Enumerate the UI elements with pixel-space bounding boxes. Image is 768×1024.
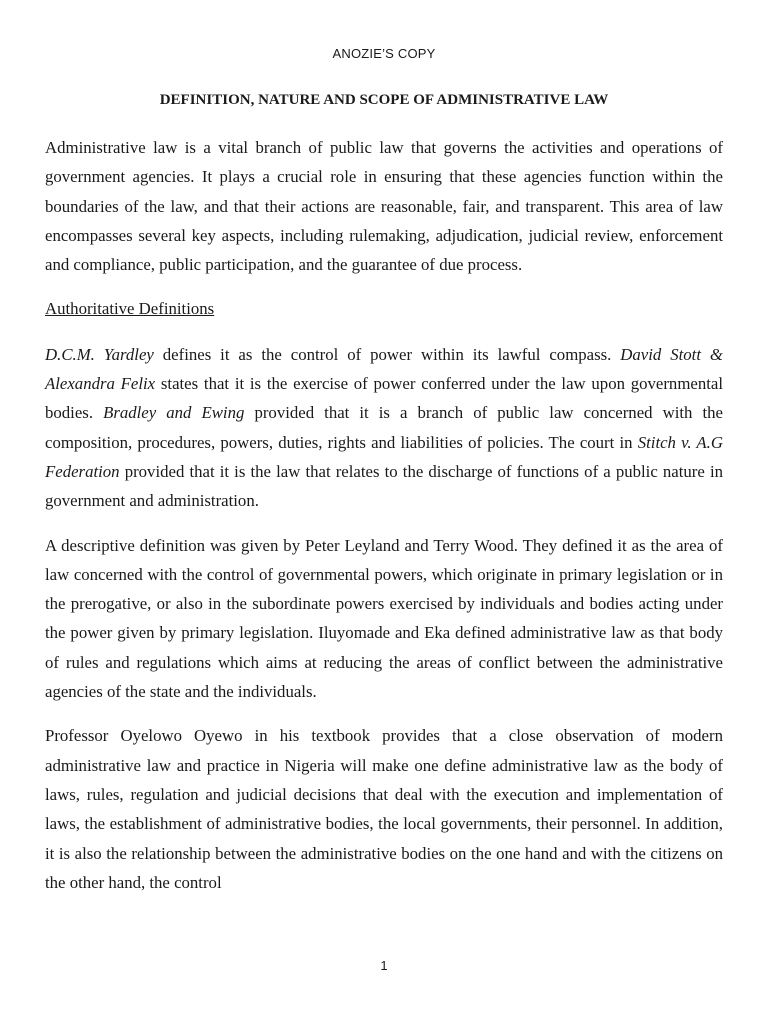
section-heading: Authoritative Definitions: [45, 299, 215, 319]
document-body: [45, 133, 723, 912]
page-number: 1: [380, 958, 388, 973]
definition-text: provided that it is the law that relates to the discharge of functions of a public nature in government and administration.: [45, 461, 723, 511]
oyewo-definition-paragraph: Professor Oyelowo Oyewo in his textbook provides that a close observation of modern administrative law and practice in Nigeria will make one define administrative law as the body of laws, rules, regulation and judicial decisions that deal with the execution and implementation of laws, the establishment of administrative bodies, the local governments, their personnel. In addition, it is also the relationship between the administrative bodies on the one hand and with the citizens on the other hand, the control: [45, 726, 723, 892]
intro-paragraph: Administrative law is a vital branch of public law that governs the activities and operations of government agencies. It plays a crucial role in ensuring that these agencies function within the boundaries of the law, and that their actions are reasonable, fair, and transparent. This area of law encompasses several key aspects, including rulemaking, adjudication, judicial review, enforcement and compliance, public participation, and the guarantee of due process.: [45, 138, 723, 275]
author-citation: D.C.M. Yardley: [45, 344, 154, 364]
document-title: DEFINITION, NATURE AND SCOPE OF ADMINISTRATIVE LAW: [159, 92, 609, 108]
definition-text: provided that it is a branch of public law concerned with the composition, procedures, powers, duties, rights and liabilities of policies. The court in: [45, 403, 723, 452]
definition-text: defines it as the control of power within its lawful compass.: [153, 344, 621, 364]
definition-text: states that it is the exercise of power conferred under the law upon governmental bodies.: [45, 374, 723, 423]
author-citation: David Stott & Alexandra Felix: [45, 344, 723, 394]
descriptive-definition-paragraph: A descriptive definition was given by Peter Leyland and Terry Wood. They defined it as the area of law concerned with the control of governmental powers, which originate in primary legislation or in the prerogative, or also in the subordinate powers exercised by individuals and bodies acting under the power given by primary legislation. Iluyomade and Eka defined administrative law as that body of rules and regulations which aims at reducing the areas of conflict between the administrative agencies of the state and the individuals.: [45, 535, 723, 702]
page-header: ANOZIE’S COPY: [332, 46, 436, 61]
author-citation: Bradley and Ewing: [103, 403, 245, 423]
definitions-paragraph: [45, 340, 723, 516]
case-citation: Stitch v. A.G Federation: [45, 432, 723, 481]
